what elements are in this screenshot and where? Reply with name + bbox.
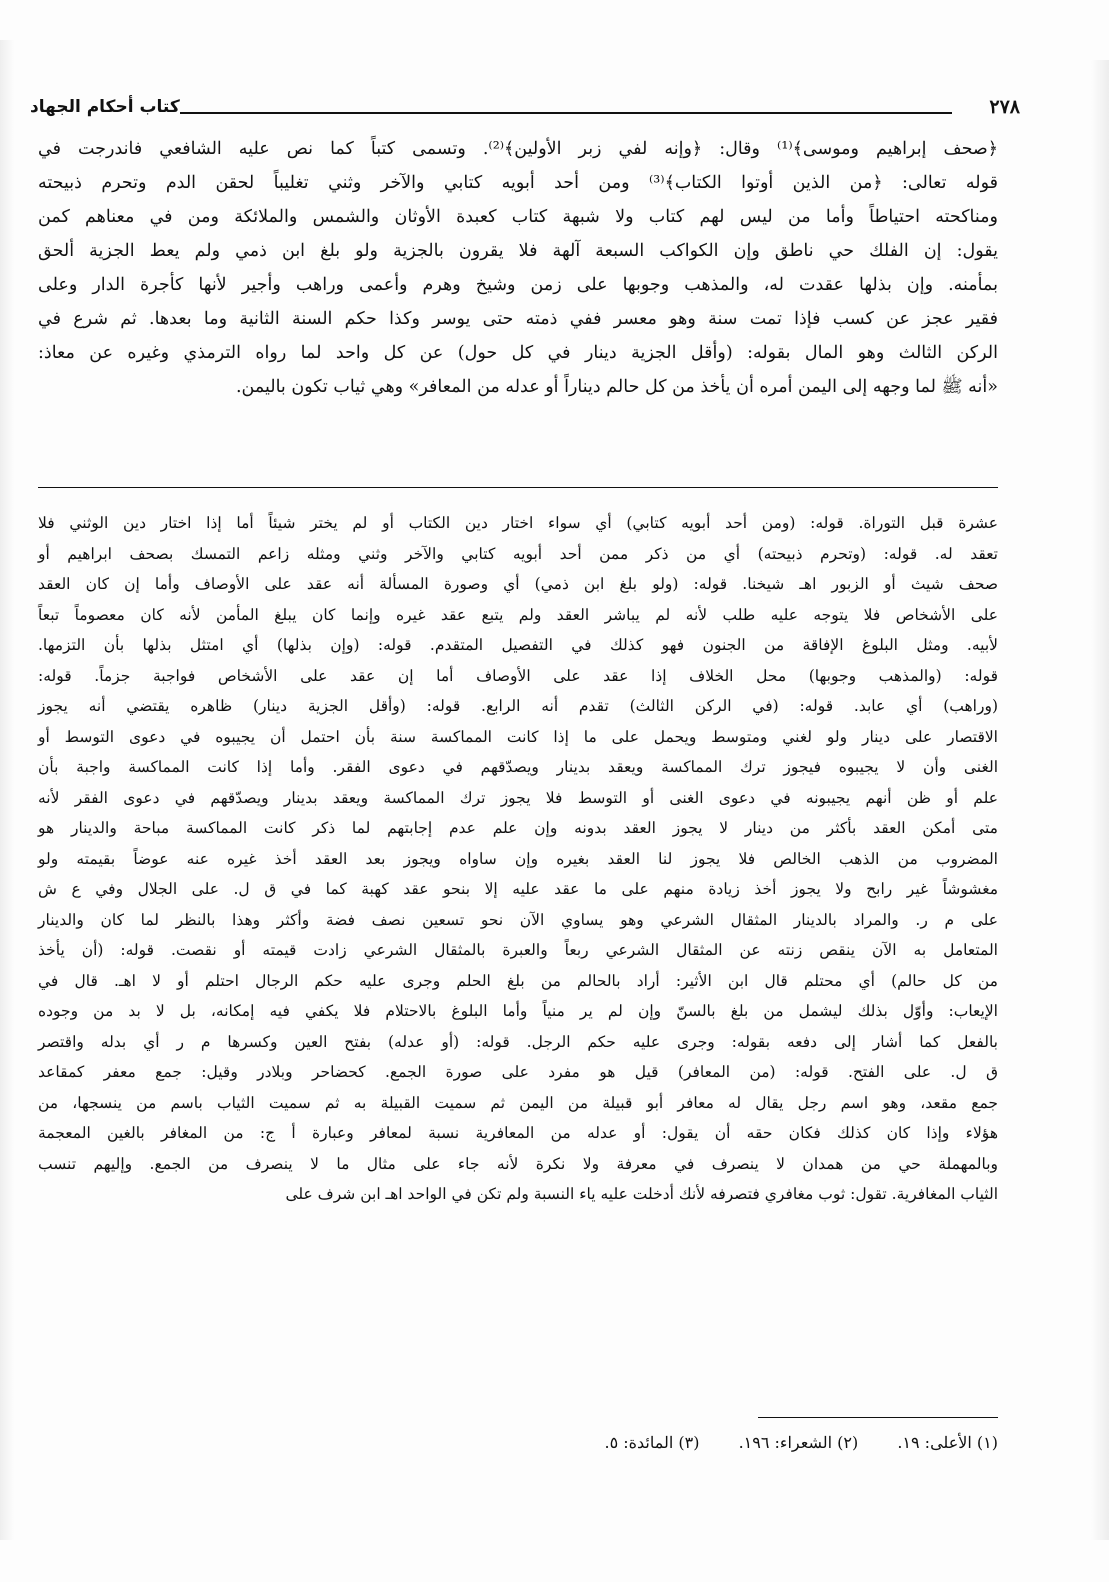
commentary-line: تعقد له. قوله: (وتحرم ذبيحته) أي من ذكر ممن أحد أبويه كتابي والآخر وثني ومثله زاعم التمسك بصحف ابراهيم أو — [38, 544, 998, 563]
commentary-line: هؤلاء وإذا كان كذلك فكان حقه أن يقول: أو عدله من المعافرية نسبة لمعافر وعبارة أ ج: من المغافر بالغين المعجمة — [38, 1124, 998, 1142]
commentary-line: المتعامل به الآن ينقص زنته عن المثقال الشرعي ربعاً والعبرة بالمثقال الشرعي زادت قيمته أو نقصت. قوله: (أن يأخذ — [38, 941, 998, 959]
footnote-3: (٣) المائدة: ٥. — [604, 1433, 700, 1452]
scan-edge-right — [1091, 60, 1109, 1540]
commentary-line: جمع مقعد، وهو اسم رجل يقال له معافر أبو قبيلة من اليمن ثم سميت القبيلة به ثم سميت الثياب باسم من ينسجها، من — [38, 1093, 998, 1112]
main-text-line: الركن الثالث وهو المال بقوله: (وأقل الجزية دينار في كل حول) عن كل واحد لما رواه الترمذي وغيره عن معاذ: — [38, 343, 998, 363]
commentary-line: صحف شيث أو الزبور اهـ شيخنا. قوله: (ولو بلغ ابن ذمي) أي وصورة المسألة أنه عقد على الأوصاف وأما إن كان العقد — [38, 575, 998, 593]
commentary-line: الثياب المغافرية. تقول: ثوب مغافري فتصرفه لأنك أدخلت عليه ياء النسبة ولم تكن في الواحد اهـ ابن شرف على — [285, 1185, 998, 1203]
main-text-line: فقير عجز عن كسب فإذا تمت سنة وهو معسر ففي ذمته حتى يوسر وكذا حكم السنة الثانية وما بعدها. ثم شرع في — [38, 309, 998, 329]
commentary-line: قوله: (والمذهب وجوبها) محل الخلاف إذا عقد على الأوصاف أما إن عقد على الأشخاص فواجبة جزماً. قوله: — [38, 666, 998, 685]
commentary-line: على م ر. والمراد بالدينار المثقال الشرعي وهو يساوي الآن نحو تسعين نصف فضة وأكثر وهذا بالنظر لما كان والدينار — [38, 910, 998, 929]
commentary-line: بالفعل كما أشار إلى دفعه بقوله: وجرى عليه حكم الرجل. قوله: (أو عدله) بفتح العين وكسرها م ر أي بدله واقتصر — [38, 1032, 998, 1051]
commentary-line: وبالمهملة حي من همدان لا ينصرف في معرفة ولا نكرة لأنه جاء على مثال ما لا ينصرف من الجمع. وإليهم تنسب — [38, 1154, 998, 1173]
header-rule — [180, 112, 952, 114]
commentary-line: الإيعاب: وأوّل بذلك ليشمل من بلغ بالسنّ وإن لم ير منياً وأما البلوغ بالاحتلام فلا يكفي فيه إمكانه، بل لا بد من وجوده — [38, 1002, 998, 1020]
commentary-line: (وراهب) أي عابد. قوله: (في الركن الثالث) تقدم أنه الرابع. قوله: (وأقل الجزية دينار) ظاهره يقتضي أنه يجوز — [38, 697, 998, 715]
commentary-line: على الأشخاص فلا يتوجه عليه طلب لأنه لم يباشر العقد ولم يتبع عقد غيره وإنما كان يبلغ المأمن لأنه كان معصوماً تبعاً — [38, 605, 998, 624]
page-header — [30, 92, 1020, 124]
main-text-line: قوله تعالى: ﴿من الذين أوتوا الكتاب﴾⁽³⁾ ومن أحد أبويه كتابي والآخر وثني تغليباً لحقن الدم وتحرم ذبيحته — [38, 173, 999, 193]
main-text-line: ﴿صحف إبراهيم وموسى﴾⁽¹⁾ وقال: ﴿وإنه لفي زبر الأولين﴾⁽²⁾. وتسمى كتباً كما نص عليه الشافعي فاندرجت في — [38, 139, 998, 159]
footnote-2: (٢) الشعراء: ١٩٦. — [738, 1433, 859, 1452]
book-title: كتاب أحكام الجهاد — [30, 97, 180, 117]
commentary-line: ق ل. على الفتح. قوله: (من المعافر) قيل هو مفرد على صورة الجمع. كحضاحر وبلادر وقيل: جمع معفر كمقاعد — [38, 1063, 998, 1081]
footnote-rule — [758, 1417, 998, 1418]
commentary-line: متى أمكن العقد بأكثر من دينار لا يجوز العقد بدونه وإن علم عدم إجابتهم لما ذكر كانت المماكسة مباحة والدينار هو — [38, 819, 998, 837]
footnotes — [570, 1428, 998, 1458]
page-number: ٢٧٨ — [989, 96, 1020, 118]
main-text-line: «أنه ﷺ لما وجهه إلى اليمن أمره أن يأخذ من كل حالم ديناراً أو عدله من المعافر» وهي ثياب تكون باليمن. — [235, 377, 998, 397]
main-text-line: بمأمنه. وإن بذلها عقدت له، والمذهب وجوبها على زمن وشيخ وهرم وأعمى وراهب وأجير لأنها كأجرة الدار وعلى — [38, 275, 998, 295]
text-separator-rule — [38, 487, 998, 488]
main-text-line: ومناكحته احتياطاً وأما من ليس لهم كتاب ولا شبهة كتاب كعبدة الأوثان والشمس والملائكة ومن في معناهم كمن — [38, 207, 998, 227]
commentary-line: الغنى وأن لا يجيبوه فيجوز ترك المماكسة ويعقد بدينار ويصدّقهم في دعوى الفقر. وأما إذا كانت المماكسة واجبة بأن — [38, 758, 998, 776]
commentary-line: لأبيه. ومثل البلوغ الإفاقة من الجنون فهو كذلك في التفصيل المتقدم. قوله: (وإن بذلها) أي امتثل بذلها بأن التزمها. — [38, 636, 998, 654]
commentary-text — [38, 508, 998, 1210]
footnote-1: (١) الأعلى: ١٩. — [897, 1433, 998, 1452]
commentary-line: مغشوشاً غير رابح ولا يجوز أخذ زيادة منهم على ما عقد عليه إلا بنحو عقد كهبة كما في ق ل. على الجلال وفي ع ش — [38, 880, 998, 898]
commentary-line: المضروب من الذهب الخالص فلا يجوز لنا العقد بغيره وإن ساواه ويجوز بعد العقد أخذ غيره عنه عوضاً بقيمته ولو — [38, 849, 998, 868]
commentary-line: من كل حالم) أي محتلم قال ابن الأثير: أراد بالحالم من بلغ الحلم وجرى عليه حكم الرجال احتلم أو لا اهـ. قال في — [38, 971, 998, 990]
main-text-line: يقول: إن الفلك حي ناطق وإن الكواكب السبعة آلهة فلا يقرون بالجزية ولو بلغ ابن ذمي ولم يعط الجزية ألحق — [38, 241, 998, 261]
commentary-line: علم أو ظن أنهم يجيبونه في دعوى الغنى أو التوسط فلا يجوز ترك المماكسة ويعقد بدينار ويصدّقهم في دعوى الفقر لأنه — [38, 788, 998, 807]
main-text — [38, 132, 998, 404]
scan-edge-left — [0, 40, 14, 1540]
commentary-line: عشرة قبل التوراة. قوله: (ومن أحد أبويه كتابي) أي سواء اختار دين الكتاب أو لم يختر شيئاً أما إذا اختار دين الوثني فلا — [38, 514, 998, 532]
commentary-line: الاقتصار على دينار ولو لغني ومتوسط ويحمل على ما إذا كانت المماكسة سنة بأن احتمل أن يجيبوه في دعوى التوسط أو — [38, 727, 998, 746]
